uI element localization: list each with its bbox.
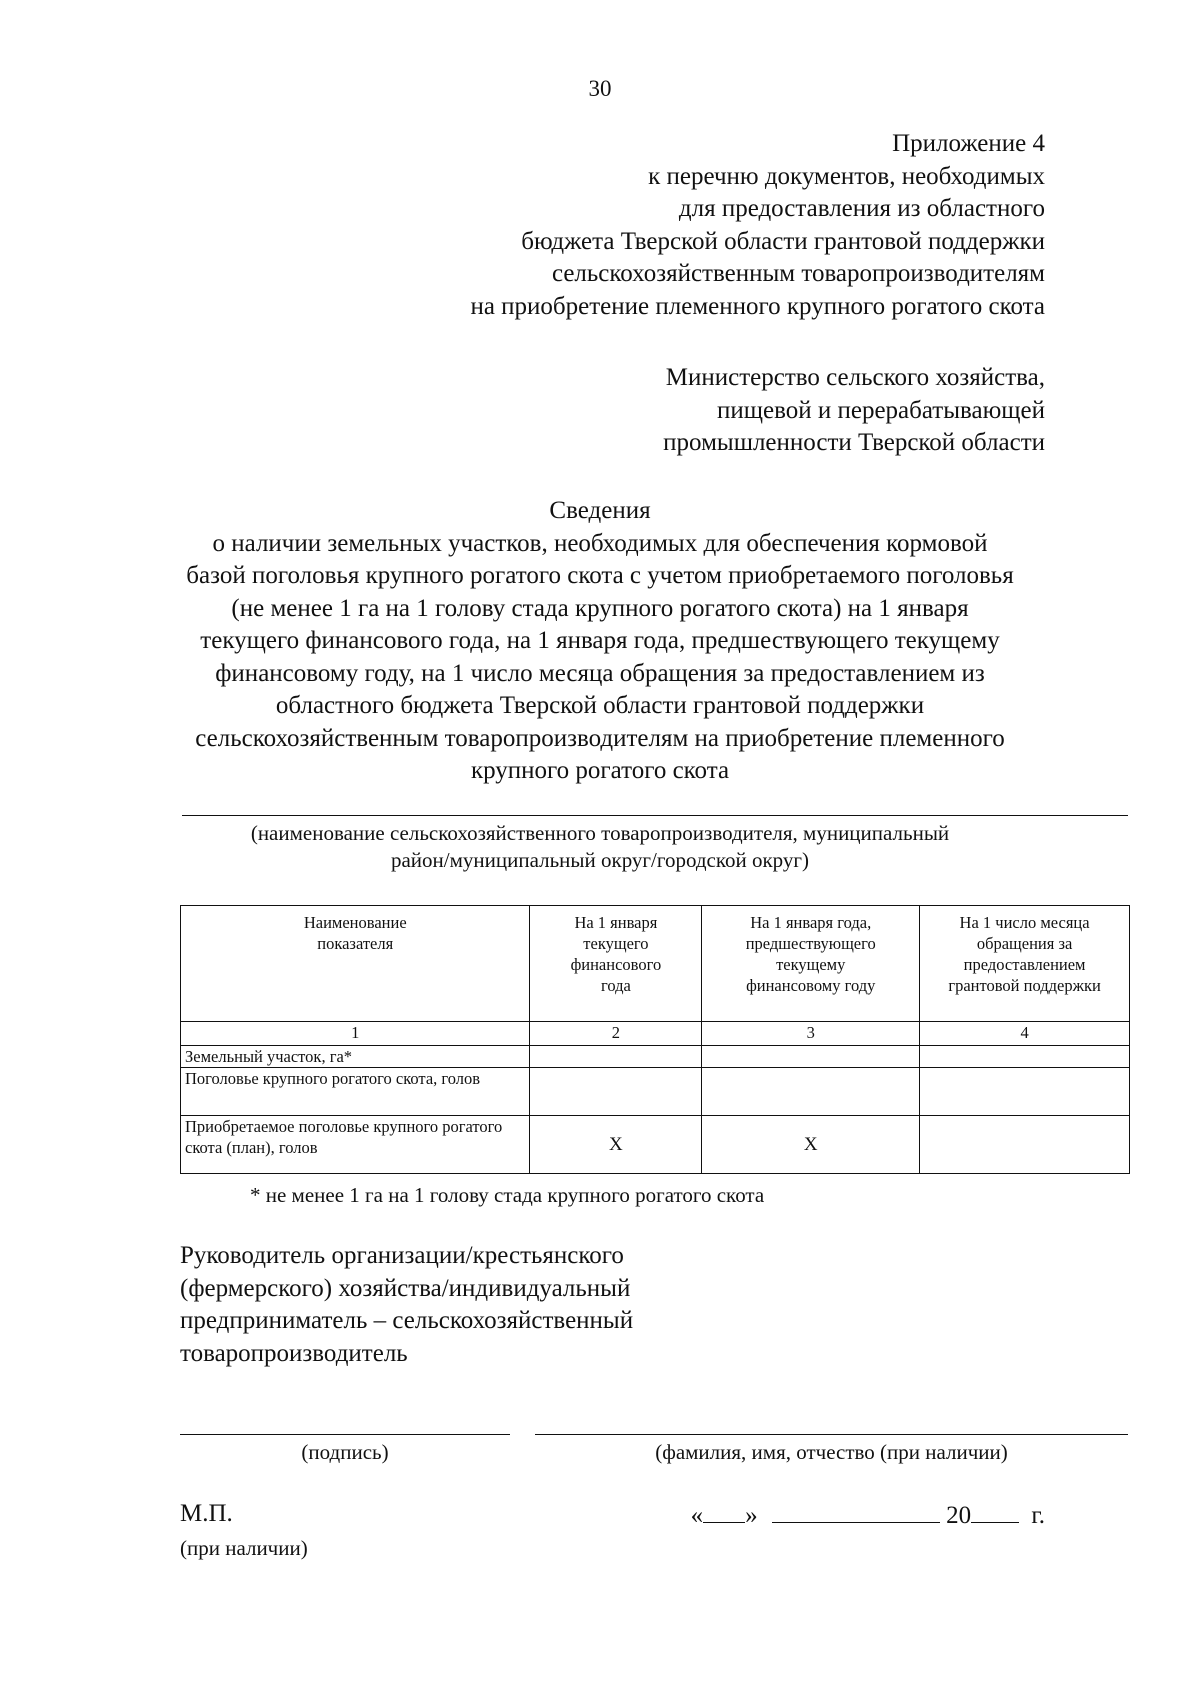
- signer-line: Руководитель организации/крестьянского: [180, 1242, 624, 1269]
- data-cell[interactable]: [530, 1068, 702, 1116]
- heading-line: о наличии земельных участков, необходимых для обеспечения кормовой: [212, 529, 988, 557]
- producer-caption-line: (наименование сельскохозяйственного товаропроизводителя, муниципальный: [250, 821, 950, 845]
- year-prefix: 20: [946, 1502, 972, 1529]
- signer-line: (фермерского) хозяйства/индивидуальный: [180, 1274, 631, 1302]
- header-current-year: На 1 января текущего финансового года: [530, 906, 702, 1022]
- date-close-quote: »: [745, 1502, 758, 1529]
- column-number: 4: [920, 1022, 1130, 1046]
- signer-line: товаропроизводитель: [180, 1339, 408, 1367]
- date-field: [691, 1500, 1045, 1530]
- heading-line: областного бюджета Тверской области грантовой поддержки: [275, 692, 925, 719]
- annex-line: бюджета Тверской области грантовой поддержки: [521, 227, 1045, 255]
- heading-line: (не менее 1 га на 1 голову стада крупного рогатого скота) на 1 января: [231, 594, 969, 622]
- year-suffix: г.: [1031, 1502, 1045, 1529]
- row-label: Земельный участок, га*: [181, 1046, 530, 1068]
- annex-line: на приобретение племенного крупного рогатого скота: [470, 292, 1045, 320]
- annex-line: Приложение 4: [892, 130, 1045, 157]
- heading-line: крупного рогатого скота: [470, 757, 730, 784]
- annex-line: к перечню документов, необходимых: [648, 162, 1045, 190]
- data-cell: Х: [702, 1116, 920, 1174]
- document-title: Сведения: [549, 497, 651, 524]
- date-open-quote: «: [690, 1502, 704, 1529]
- table-row: [181, 1068, 1130, 1116]
- ministry-line: промышленности Тверской области: [663, 429, 1045, 456]
- data-cell[interactable]: [920, 1116, 1130, 1174]
- data-cell[interactable]: [530, 1046, 702, 1068]
- ministry-line: Министерство сельского хозяйства,: [665, 364, 1045, 391]
- document-heading: [180, 495, 1020, 788]
- column-number: 3: [702, 1022, 920, 1046]
- row-label: Поголовье крупного рогатого скота, голов: [181, 1068, 530, 1116]
- column-number-row: [181, 1022, 1130, 1046]
- header-indicator: Наименование показателя: [181, 906, 530, 1022]
- full-name-field[interactable]: [535, 1434, 1128, 1435]
- producer-caption-line: район/муниципальный округ/городской округ): [390, 848, 810, 872]
- table-row: [181, 1116, 1130, 1174]
- producer-caption: [180, 820, 1020, 874]
- signer-line: предприниматель – сельскохозяйственный: [180, 1307, 634, 1334]
- month-blank[interactable]: [772, 1500, 940, 1523]
- table-header-row: [181, 906, 1130, 1022]
- ministry-addressee: [663, 362, 1045, 460]
- heading-line: текущего финансового года, на 1 января года, предшествующего текущему: [200, 627, 1000, 654]
- stamp-note: (при наличии): [180, 1536, 308, 1560]
- ministry-line: пищевой и перерабатывающей: [716, 396, 1045, 424]
- page-number: 30: [588, 76, 612, 101]
- data-cell[interactable]: [920, 1046, 1130, 1068]
- annex-header: [470, 128, 1045, 323]
- year-blank[interactable]: [971, 1500, 1019, 1523]
- column-number: 2: [530, 1022, 702, 1046]
- signature-caption: (подпись): [301, 1440, 389, 1464]
- producer-name-field[interactable]: [182, 815, 1128, 816]
- data-cell[interactable]: [702, 1046, 920, 1068]
- table-row: [181, 1046, 1130, 1068]
- table-footnote: * не менее 1 га на 1 голову стада крупного рогатого скота: [250, 1183, 765, 1207]
- header-application-month: На 1 число месяца обращения за предоставлением грантовой поддержки: [920, 906, 1130, 1022]
- annex-line: для предоставления из областного: [678, 195, 1045, 222]
- data-cell: Х: [530, 1116, 702, 1174]
- annex-line: сельскохозяйственным товаропроизводителям: [551, 260, 1045, 287]
- row-label: Приобретаемое поголовье крупного рогатого скота (план), голов: [181, 1116, 530, 1174]
- header-previous-year: На 1 января года, предшествующего текущему финансовому году: [702, 906, 920, 1022]
- heading-line: сельскохозяйственным товаропроизводителям на приобретение племенного: [195, 724, 1005, 752]
- column-number: 1: [181, 1022, 530, 1046]
- signature-field[interactable]: [180, 1434, 510, 1435]
- stamp-label: М.П.: [180, 1500, 233, 1527]
- signer-title: [180, 1240, 633, 1370]
- data-cell[interactable]: [920, 1068, 1130, 1116]
- land-data-table: [180, 905, 1130, 1174]
- day-blank[interactable]: [703, 1500, 745, 1523]
- heading-line: базой поголовья крупного рогатого скота с учетом приобретаемого поголовья: [186, 562, 1014, 589]
- heading-line: финансовому году, на 1 число месяца обращения за предоставлением из: [215, 659, 985, 687]
- data-cell[interactable]: [702, 1068, 920, 1116]
- full-name-caption: (фамилия, имя, отчество (при наличии): [655, 1440, 1008, 1464]
